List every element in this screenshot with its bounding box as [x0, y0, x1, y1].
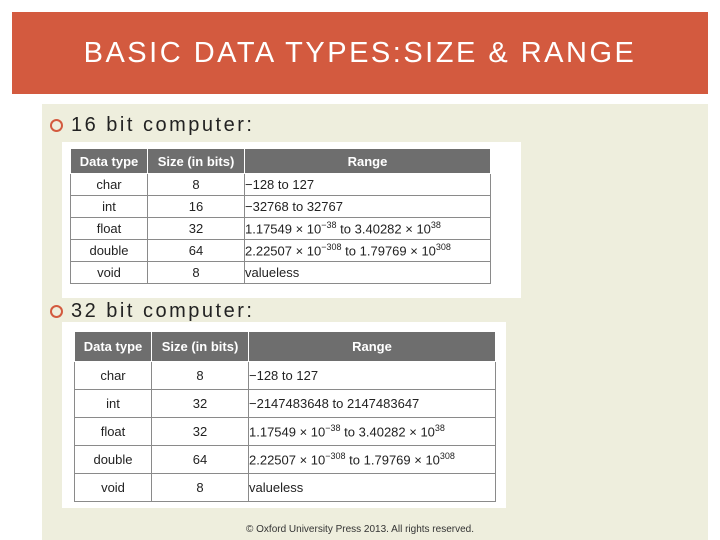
- range-from: 1.17549 × 10: [245, 221, 322, 237]
- range-from-exponent: −308: [321, 242, 342, 253]
- range-separator: to: [328, 396, 347, 411]
- cell-size: 32: [152, 390, 249, 418]
- column-header-range: Range: [249, 332, 496, 362]
- range-to-exponent: 308: [439, 451, 455, 462]
- range-separator: to: [345, 452, 364, 468]
- cell-size: 8: [152, 474, 249, 502]
- table-row: [75, 362, 496, 390]
- table-row: [75, 446, 496, 474]
- table-32bit: [74, 331, 496, 502]
- bullet-circle-icon: [50, 305, 63, 318]
- cell-size: 8: [152, 362, 249, 390]
- section-heading-label: 32 bit computer:: [71, 300, 255, 322]
- table-row: [71, 218, 491, 240]
- cell-range: [245, 174, 491, 196]
- cell-type: int: [75, 390, 152, 418]
- section-heading-32bit: [50, 300, 254, 323]
- cell-size: 32: [152, 418, 249, 446]
- cell-type: char: [75, 362, 152, 390]
- cell-size: 64: [152, 446, 249, 474]
- table-32bit-wrapper: [62, 322, 506, 508]
- range-from: 2.22507 × 10: [249, 452, 326, 468]
- cell-type: float: [71, 218, 148, 240]
- cell-type: float: [75, 418, 152, 446]
- cell-size: 8: [148, 174, 245, 196]
- cell-range: [245, 262, 491, 284]
- table-row: [71, 174, 491, 196]
- range-from: valueless: [245, 265, 300, 280]
- range-to-exponent: 38: [430, 220, 441, 231]
- range-from: −2147483648: [249, 396, 329, 411]
- range-to: 1.79769 × 10: [359, 243, 436, 259]
- table-row: [71, 262, 491, 284]
- range-to: 32767: [306, 199, 343, 214]
- table-row: [75, 474, 496, 502]
- cell-range: [249, 390, 496, 418]
- cell-type: void: [75, 474, 152, 502]
- range-from-exponent: −308: [325, 451, 346, 462]
- range-to-exponent: 38: [434, 423, 445, 434]
- column-header-range: Range: [245, 149, 491, 174]
- range-to: 1.79769 × 10: [363, 452, 440, 468]
- range-to: 127: [296, 368, 319, 383]
- range-to-exponent: 308: [435, 242, 451, 253]
- cell-type: int: [71, 196, 148, 218]
- range-from: valueless: [249, 480, 304, 495]
- cell-type: double: [71, 240, 148, 262]
- range-to: 3.40282 × 10: [354, 221, 431, 237]
- range-separator: to: [340, 424, 359, 440]
- cell-range: [249, 474, 496, 502]
- range-from: 1.17549 × 10: [249, 424, 326, 440]
- table-row: [75, 418, 496, 446]
- column-header-size: Size (in bits): [148, 149, 245, 174]
- range-separator: to: [274, 177, 293, 192]
- copyright-footer: © Oxford University Press 2013. All rights reserved.: [245, 524, 474, 535]
- range-separator: to: [341, 243, 360, 259]
- cell-size: 32: [148, 218, 245, 240]
- range-to: 127: [292, 177, 315, 192]
- table-16bit-wrapper: [62, 142, 521, 298]
- title-bar: [12, 12, 708, 94]
- cell-size: 8: [148, 262, 245, 284]
- range-from: −128: [245, 177, 275, 192]
- slide-title: BASIC DATA TYPES:SIZE & RANGE: [83, 36, 637, 69]
- cell-range: [245, 240, 491, 262]
- range-from-exponent: −38: [325, 423, 341, 434]
- table-row: [75, 390, 496, 418]
- cell-type: void: [71, 262, 148, 284]
- range-separator: to: [336, 221, 355, 237]
- table-header-row: [71, 149, 491, 174]
- table-header-row: [75, 332, 496, 362]
- cell-range: [249, 362, 496, 390]
- cell-type: char: [71, 174, 148, 196]
- range-to: 3.40282 × 10: [358, 424, 435, 440]
- table-row: [71, 196, 491, 218]
- cell-range: [249, 418, 496, 446]
- table-row: [71, 240, 491, 262]
- cell-size: 16: [148, 196, 245, 218]
- column-header-size: Size (in bits): [152, 332, 249, 362]
- range-to: 2147483647: [346, 396, 420, 411]
- cell-type: double: [75, 446, 152, 474]
- range-from-exponent: −38: [321, 220, 337, 231]
- range-separator: to: [288, 199, 307, 214]
- range-separator: to: [278, 368, 297, 383]
- cell-range: [245, 218, 491, 240]
- range-from: −32768: [245, 199, 289, 214]
- cell-range: [249, 446, 496, 474]
- column-header-type: Data type: [75, 332, 152, 362]
- range-from: 2.22507 × 10: [245, 243, 322, 259]
- bullet-circle-icon: [50, 119, 63, 132]
- cell-range: [245, 196, 491, 218]
- range-from: −128: [249, 368, 279, 383]
- table-16bit: [70, 148, 491, 284]
- section-heading-label: 16 bit computer:: [71, 114, 255, 136]
- column-header-type: Data type: [71, 149, 148, 174]
- section-heading-16bit: [50, 114, 254, 137]
- cell-size: 64: [148, 240, 245, 262]
